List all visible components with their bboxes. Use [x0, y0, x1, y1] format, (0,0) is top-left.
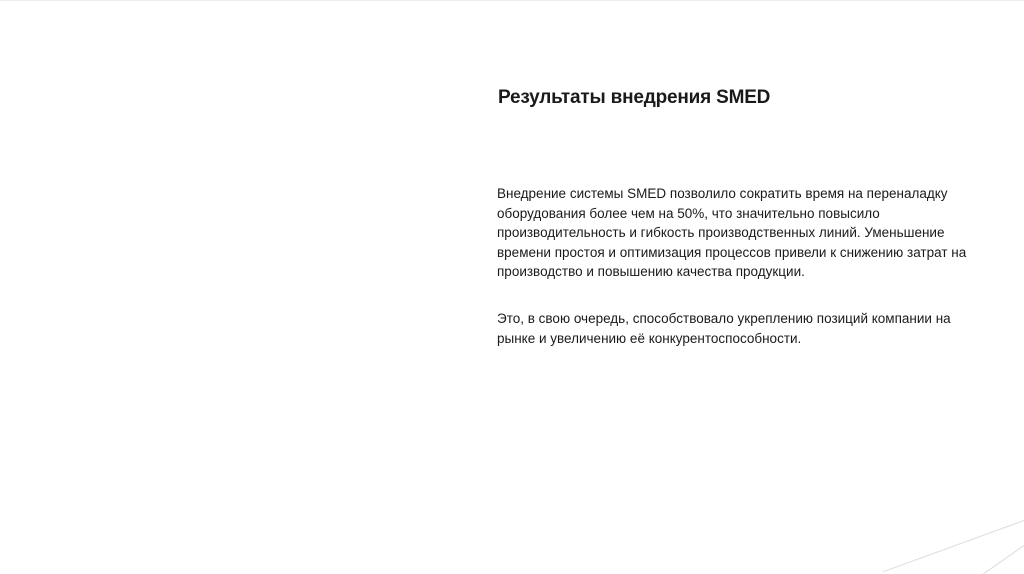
body-paragraph-2: Это, в свою очередь, способствовало укреплению позиций компании на рынке и увеличению её конкурентоспособности.: [497, 311, 951, 346]
corner-decor-line: [942, 545, 1024, 574]
slide-title: Результаты внедрения SMED: [498, 87, 771, 108]
body-paragraph-1: Внедрение системы SMED позволило сократить время на переналадку оборудования более чем на 50%, что значительно повысило производительность и гибкость производственных линий. Уменьшение времени простоя и оптимизация процессов привели к снижению затрат на производство и повышению качества продукции.: [497, 186, 967, 279]
top-divider: [0, 0, 1024, 1]
corner-decor-line: [883, 520, 1024, 572]
